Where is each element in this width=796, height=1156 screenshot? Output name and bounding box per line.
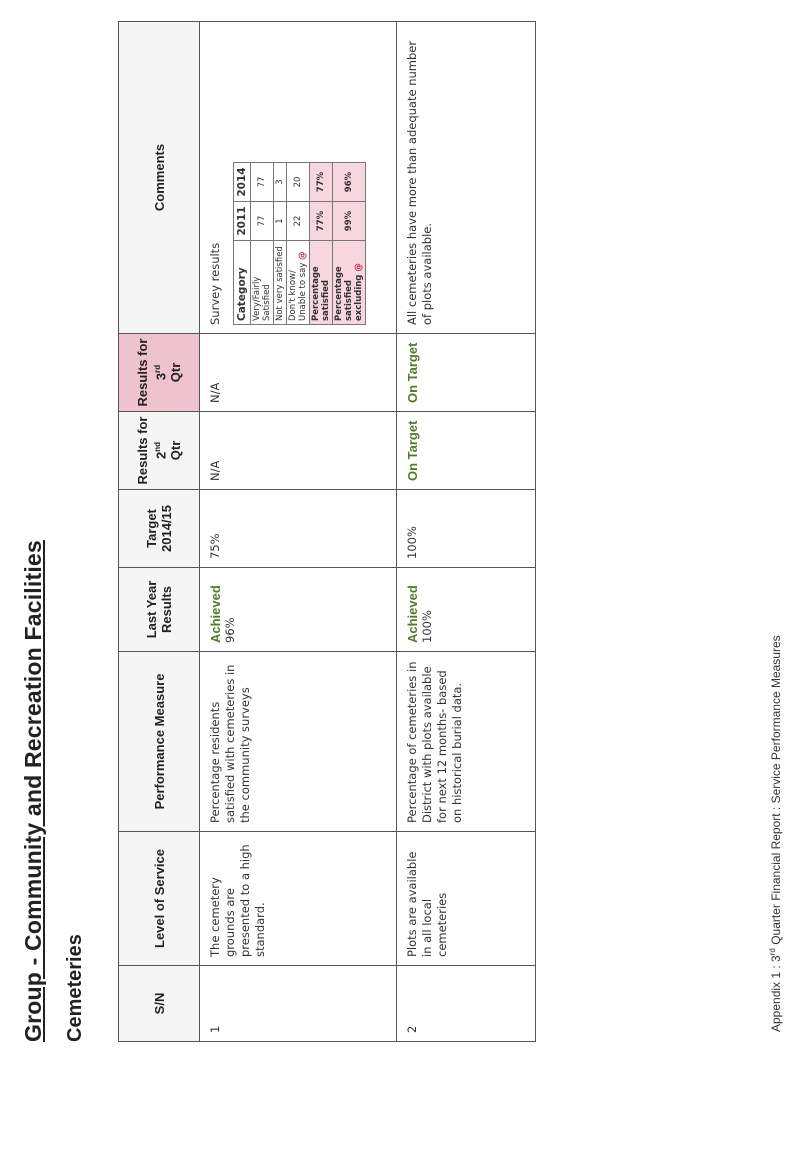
cell-last-year <box>200 568 397 652</box>
status-achieved: Achieved <box>208 585 223 643</box>
status-on-target: On Target <box>405 342 420 403</box>
at-mark: @ <box>354 263 364 272</box>
survey-row-highlight <box>310 163 333 325</box>
status-achieved: Achieved <box>405 585 420 643</box>
survey-value-2014: 20 <box>287 163 310 202</box>
cell-results-q3 <box>397 334 536 412</box>
survey-label-cell <box>333 241 366 325</box>
header-sn: S/N <box>119 966 200 1042</box>
performance-table <box>118 21 536 1042</box>
header-comments: Comments <box>119 22 200 334</box>
header-q3-pre: Results for 3 <box>134 338 169 407</box>
survey-value-2011: 77 <box>251 202 274 241</box>
header-q3-post: Qtr <box>168 362 184 383</box>
cell-level-of-service: Plots are available in all local cemeteries <box>397 832 536 966</box>
cell-sn: 1 <box>200 966 397 1042</box>
cell-results-q2 <box>397 412 536 490</box>
page-footer <box>768 635 783 1032</box>
survey-label: Percentage satisfied <box>310 241 333 325</box>
survey-results-table <box>233 162 366 325</box>
survey-value-2011: 22 <box>287 202 310 241</box>
section-title: Cemeteries <box>64 934 86 1042</box>
survey-label: Very/Fairly Satisfied <box>251 241 274 325</box>
header-q2-pre: Results for 2 <box>134 416 169 485</box>
survey-header-2014: 2014 <box>234 163 251 202</box>
footer-post: Quarter Financial Report : Service Performance Measures <box>769 635 783 949</box>
survey-row-highlight <box>333 163 366 325</box>
cell-level-of-service: The cemetery grounds are presented to a high standard. <box>200 832 397 966</box>
status-on-target: On Target <box>405 420 420 481</box>
cell-comments: All cemeteries have more than adequate number of plots available. <box>397 22 536 334</box>
last-year-value: 100% <box>420 610 434 643</box>
header-performance-measure: Performance Measure <box>119 652 200 832</box>
survey-value-2014: 77% <box>310 163 333 202</box>
cell-sn: 2 <box>397 966 536 1042</box>
footer-pre: Appendix 1 : 3 <box>769 955 783 1032</box>
cell-comments <box>200 22 397 334</box>
cell-target: 75% <box>200 490 397 568</box>
at-mark: @ <box>298 251 308 260</box>
survey-value-2011: 99% <box>333 202 366 241</box>
survey-header-row <box>234 163 251 325</box>
survey-header-category: Category <box>234 241 251 325</box>
cell-target: 100% <box>397 490 536 568</box>
footer-sup: rd <box>768 948 777 956</box>
survey-label: Don't know/ Unable to say <box>288 262 308 321</box>
header-level-of-service: Level of Service <box>119 832 200 966</box>
header-q3-sup: rd <box>152 364 162 373</box>
survey-row <box>287 163 310 325</box>
survey-label: Not very satisfied <box>274 241 287 325</box>
header-target: Target 2014/15 <box>119 490 200 568</box>
cell-performance-measure: Percentage residents satisfied with cemeteries in the community surveys <box>200 652 397 832</box>
last-year-value: 96% <box>223 617 237 643</box>
header-last-year-results: Last Year Results <box>119 568 200 652</box>
survey-row <box>251 163 274 325</box>
header-q2-post: Qtr <box>168 440 184 461</box>
survey-row <box>274 163 287 325</box>
cell-performance-measure: Percentage of cemeteries in District with plots available for next 12 months- based on historical burial data. <box>397 652 536 832</box>
survey-value-2011: 77% <box>310 202 333 241</box>
table-row <box>397 22 536 1042</box>
comment-text: Survey results <box>208 242 222 325</box>
table-row <box>200 22 397 1042</box>
cell-results-q2: N/A <box>200 412 397 490</box>
survey-label-cell <box>287 241 310 325</box>
page-title: Group - Community and Recreation Facilities <box>20 540 46 1042</box>
survey-header-2011: 2011 <box>234 202 251 241</box>
survey-value-2014: 77 <box>251 163 274 202</box>
survey-value-2011: 1 <box>274 202 287 241</box>
table-header-row <box>119 22 200 1042</box>
header-results-q2 <box>119 412 200 490</box>
header-results-q3 <box>119 334 200 412</box>
survey-value-2014: 96% <box>333 163 366 202</box>
survey-label: Percentage satisfied excluding <box>334 266 364 321</box>
header-q2-sup: nd <box>152 442 162 452</box>
cell-results-q3: N/A <box>200 334 397 412</box>
survey-value-2014: 3 <box>274 163 287 202</box>
cell-last-year <box>397 568 536 652</box>
